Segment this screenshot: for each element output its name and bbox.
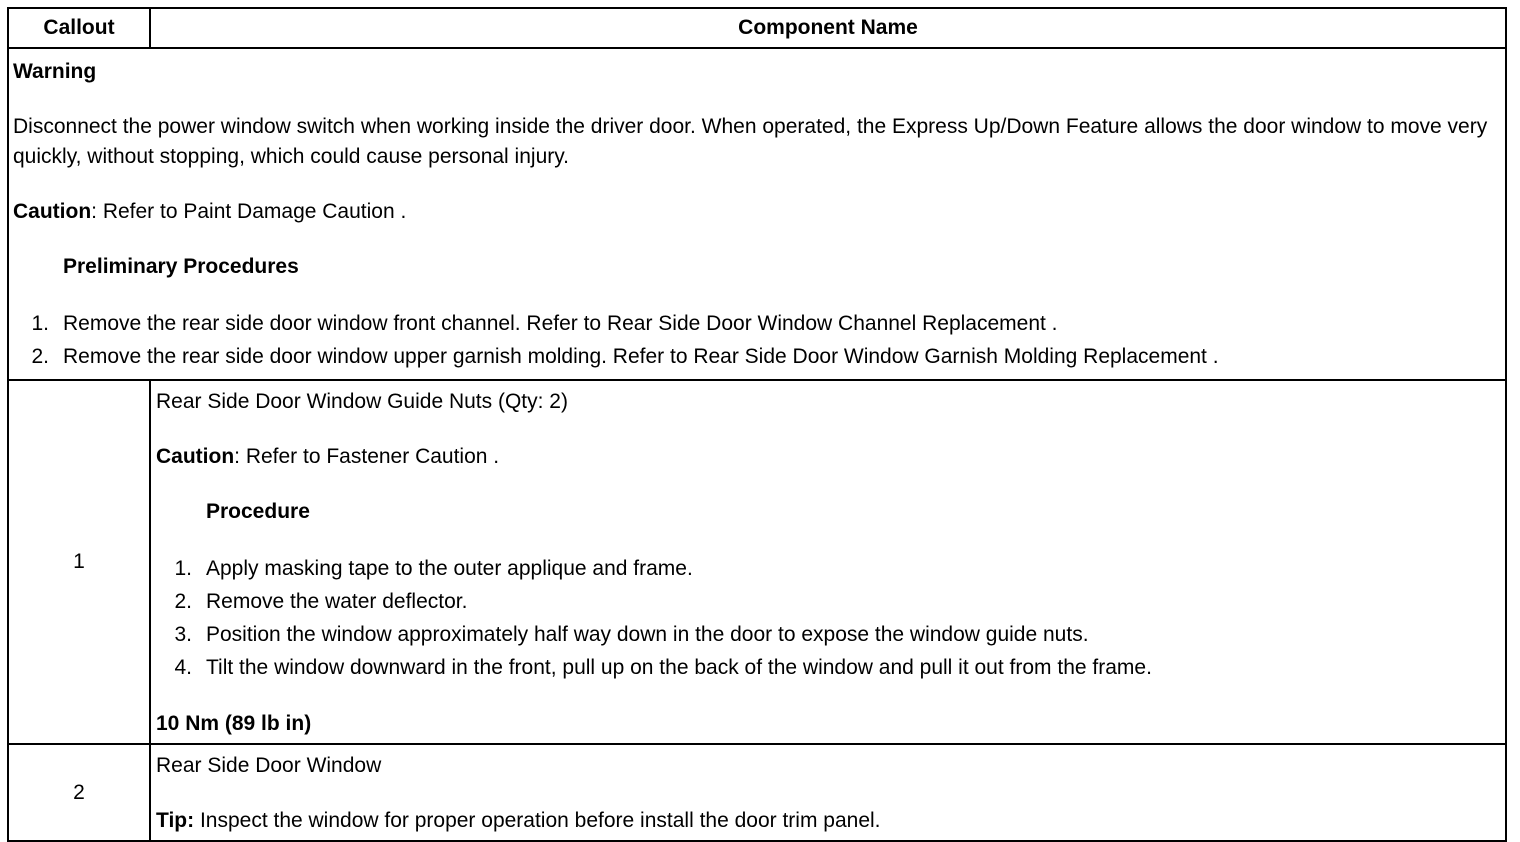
step-text: Apply masking tape to the outer applique and frame.: [206, 557, 693, 580]
caution-line: [13, 197, 1501, 227]
warning-text: Disconnect the power window switch when working inside the driver door. When operated, the Express Up/Down Feature allows the door window to move very quickly, without stopping, which could cause personal injury.: [13, 115, 1488, 168]
caution-line: [156, 442, 1501, 472]
component-name: Rear Side Door Window: [156, 754, 382, 777]
warning-title: Warning: [13, 60, 97, 83]
callout-cell: 2: [8, 744, 150, 841]
caution-label: Caution: [13, 200, 92, 223]
procedure-title: Procedure: [206, 500, 310, 523]
step-text: Remove the rear side door window upper garnish molding. Refer to Rear Side Door Window Garnish Molding Replacement .: [63, 345, 1219, 368]
step-number: 4.: [174, 656, 192, 679]
step-number: 2.: [174, 590, 192, 613]
tip-text: Inspect the window for proper operation before install the door trim panel.: [194, 809, 881, 832]
step-text: Position the window approximately half way down in the door to expose the window guide nuts.: [206, 623, 1089, 646]
list-item: [156, 585, 1501, 618]
step-number: 2.: [31, 345, 49, 368]
preliminary-title: Preliminary Procedures: [63, 255, 299, 278]
component-name: Rear Side Door Window Guide Nuts (Qty: 2): [156, 390, 568, 413]
tip-label: Tip:: [156, 809, 195, 832]
component-table: [7, 7, 1507, 842]
step-text: Tilt the window downward in the front, pull up on the back of the window and pull it out from the frame.: [206, 656, 1152, 679]
tip-line: [156, 806, 1501, 836]
procedure-steps: [156, 552, 1501, 684]
warning-cell: [8, 48, 1506, 380]
torque-spec: 10 Nm (89 lb in): [156, 712, 312, 735]
component-name-header: Component Name: [150, 8, 1506, 48]
callout-cell: 1: [8, 380, 150, 744]
step-number: 3.: [174, 623, 192, 646]
caution-text: : Refer to Fastener Caution .: [234, 445, 500, 468]
header-row: [8, 8, 1506, 48]
step-text: Remove the rear side door window front channel. Refer to Rear Side Door Window Channel Replacement .: [63, 312, 1058, 335]
component-cell: [150, 744, 1506, 841]
list-item: [13, 307, 1501, 340]
component-cell: [150, 380, 1506, 744]
list-item: [156, 552, 1501, 585]
caution-label: Caution: [156, 445, 235, 468]
callout-header: Callout: [8, 8, 150, 48]
list-item: [13, 340, 1501, 373]
warning-row: [8, 48, 1506, 380]
list-item: [156, 651, 1501, 684]
step-text: Remove the water deflector.: [206, 590, 468, 613]
table-row: [8, 380, 1506, 744]
table-row: [8, 744, 1506, 841]
list-item: [156, 618, 1501, 651]
step-number: 1.: [31, 312, 49, 335]
caution-text: : Refer to Paint Damage Caution .: [91, 200, 407, 223]
step-number: 1.: [174, 557, 192, 580]
preliminary-steps: [13, 307, 1501, 373]
